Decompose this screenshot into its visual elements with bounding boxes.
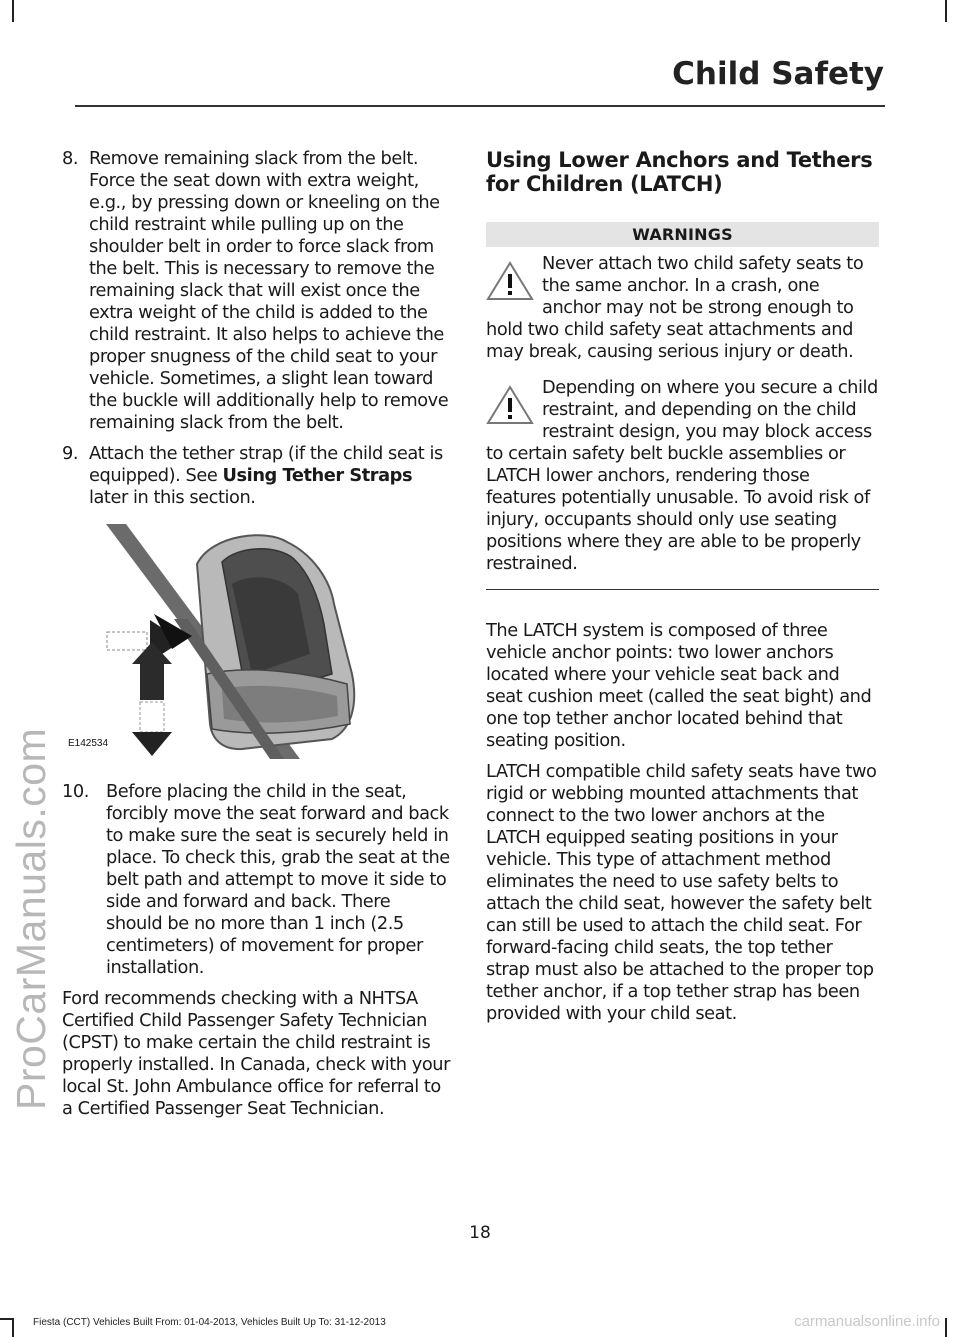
crop-mark	[12, 0, 14, 22]
closing-paragraph: Ford recommends checking with a NHTSA Certified Child Passenger Safety Technician (CPST) to make certain the child restraint is properly installed. In Canada, check with your local St. John Ambulance office for referral to a Certified Passenger Seat Technician.	[62, 988, 450, 1119]
push-down-arrow-icon	[132, 642, 172, 756]
warning-text: Depending on where you secure a child restraint, and depending on the child restraint design, you may block access to certain safety belt buckle assemblies or LATCH lower anchors, rendering those features potentially unusable. To avoid risk of injury, occupants should only use seating positions where they are able to be properly restrained.	[486, 377, 878, 574]
page-number: 18	[469, 1223, 491, 1243]
child-seat-illustration	[62, 524, 450, 759]
warning-text: Never attach two child safety seats to the same anchor. In a crash, one anchor may not be strong enough to hold two child safety seat attachments and may break, causing serious injury or death.	[486, 253, 864, 362]
header-divider	[75, 105, 885, 107]
warning-item	[486, 253, 879, 363]
step-text: Remove remaining slack from the belt. Force the seat down with extra weight, e.g., by pressing down or kneeling on the child restraint while pulling up on the shoulder belt in order to force slack from the belt. This is necessary to remove the remaining slack that will exist once the extra weight of the child is added to the child restraint. It also helps to achieve the proper snugness of the child seat to your vehicle. Sometimes, a slight lean toward the buckle will additionally help to remove remaining slack from the belt.	[89, 148, 449, 433]
step-text: later in this section.	[89, 487, 256, 508]
step-text: Before placing the child in the seat, forcibly move the seat forward and back to make sure the seat is securely held in place. To check this, grab the seat at the belt path and attempt to move it side to side and forward and back. There should be no more than 1 inch (2.5 centimeters) of movement for proper installation.	[106, 781, 450, 978]
watermark: ProCarManuals.com	[8, 727, 54, 1110]
crop-mark	[12, 1318, 14, 1337]
step-number: 9.	[62, 443, 79, 464]
left-column	[62, 148, 450, 1129]
step-9	[62, 443, 450, 509]
crop-mark	[945, 1318, 947, 1337]
right-column	[486, 148, 879, 1034]
figure-id: E142534	[68, 738, 109, 749]
body-paragraph: LATCH compatible child safety seats have two rigid or webbing mounted attachments that connect to the two lower anchors at the LATCH equipped seating positions in your vehicle. This type of attachment method eliminates the need to use safety belts to attach the child seat, however the safety belt can still be used to attach the child seat. For forward-facing child seats, the top tether strap must also be attached to the proper top tether anchor, if a top tether strap has been provided with your child seat.	[486, 761, 877, 1024]
step-8	[62, 148, 450, 434]
warnings-divider	[486, 589, 879, 590]
crop-mark	[945, 0, 947, 22]
cross-reference-link[interactable]: Using Tether Straps	[222, 465, 413, 486]
warning-triangle-icon	[486, 261, 534, 301]
footer-site: carmanualsonline.info	[794, 1313, 940, 1330]
step-text: Attach the tether strap (if the child seat is equipped). See	[89, 443, 443, 486]
body-paragraph: The LATCH system is composed of three vehicle anchor points: two lower anchors located where your vehicle seat back and seat cushion meet (called the seat bight) and one top tether anchor located behind that seating position.	[486, 620, 872, 751]
step-number: 10.	[62, 781, 89, 802]
child-seat-drawing	[62, 524, 450, 759]
warnings-heading: WARNINGS	[486, 222, 879, 247]
section-heading: Using Lower Anchors and Tethers for Children (LATCH)	[486, 148, 873, 196]
step-number: 8.	[62, 148, 79, 169]
step-10	[62, 781, 450, 979]
page-title: Child Safety	[672, 56, 884, 92]
warning-item	[486, 377, 879, 575]
warning-triangle-icon	[486, 385, 534, 425]
footer-text: Fiesta (CCT) Vehicles Built From: 01-04-2013, Vehicles Built Up To: 31-12-2013	[33, 1317, 386, 1328]
